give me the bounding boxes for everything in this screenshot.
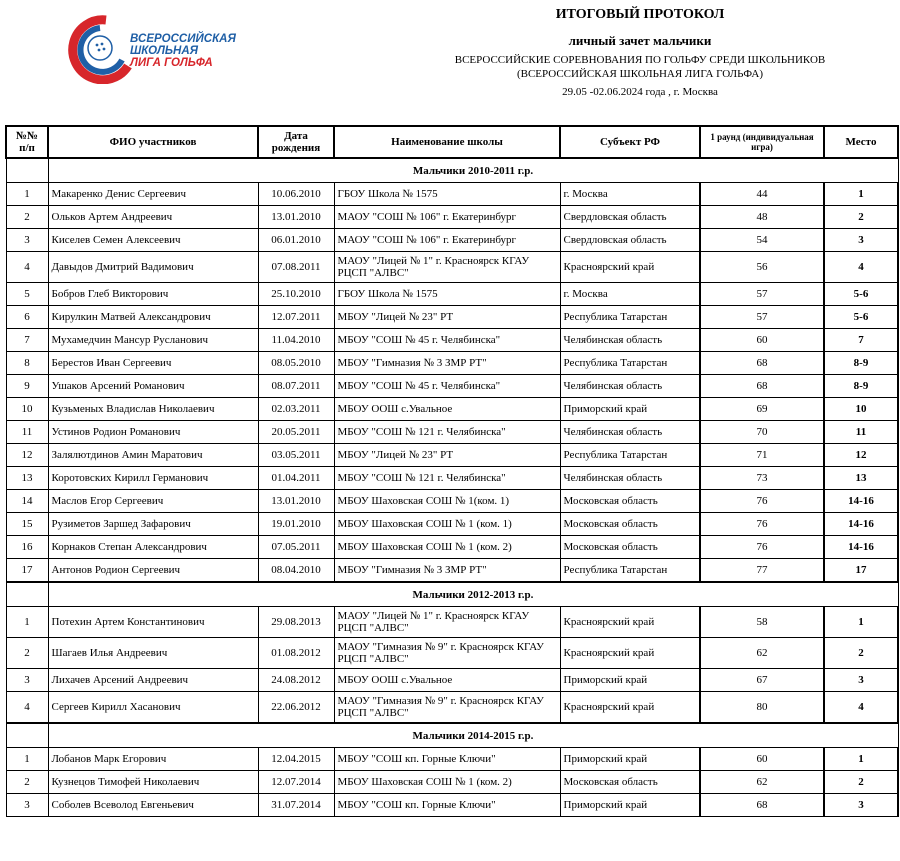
cell-school: МАОУ "СОШ № 106" г. Екатеринбург [334, 206, 560, 229]
cell-region: г. Москва [560, 183, 700, 206]
cell-school: МБОУ ООШ с.Увальное [334, 398, 560, 421]
col-school-header: Наименование школы [334, 126, 560, 158]
table-row [6, 252, 898, 283]
cell-name: Маслов Егор Сергеевич [48, 490, 258, 513]
cell-score: 56 [700, 252, 824, 283]
cell-region: Республика Татарстан [560, 559, 700, 583]
cell-name: Кузьменых Владислав Николаевич [48, 398, 258, 421]
cell-num: 9 [6, 375, 48, 398]
cell-place: 5-6 [824, 283, 898, 306]
event-dates: 29.05 -02.06.2024 года , г. Москва [562, 86, 718, 98]
cell-school: МБОУ "СОШ кп. Горные Ключи" [334, 748, 560, 771]
cell-place: 3 [824, 229, 898, 252]
table-row [6, 283, 898, 306]
cell-region: Красноярский край [560, 252, 700, 283]
cell-score: 68 [700, 794, 824, 817]
cell-school: МБОУ Шаховская СОШ № 1 (ком. 2) [334, 771, 560, 794]
cell-school: ГБОУ Школа № 1575 [334, 283, 560, 306]
cell-name: Соболев Всеволод Евгеньевич [48, 794, 258, 817]
cell-region: Приморский край [560, 748, 700, 771]
golf-ball-logo-icon [66, 14, 136, 84]
cell-score: 69 [700, 398, 824, 421]
cell-score: 76 [700, 536, 824, 559]
cell-dob: 11.04.2010 [258, 329, 334, 352]
cell-place: 3 [824, 794, 898, 817]
table-row [6, 421, 898, 444]
cell-name: Рузиметов Заршед Зафарович [48, 513, 258, 536]
cell-num: 4 [6, 252, 48, 283]
table-row [6, 467, 898, 490]
cell-place: 14-16 [824, 490, 898, 513]
table-header-row [6, 126, 898, 158]
group-spacer-cell [6, 582, 48, 607]
cell-score: 80 [700, 692, 824, 724]
cell-school: МАОУ "Гимназия № 9" г. Красноярск КГАУ РЦСП "АЛВС" [334, 638, 560, 669]
table-row [6, 306, 898, 329]
cell-region: Московская область [560, 536, 700, 559]
cell-num: 10 [6, 398, 48, 421]
logo-line-1: ВСЕРОССИЙСКАЯ [130, 33, 236, 45]
cell-num: 1 [6, 607, 48, 638]
cell-place: 7 [824, 329, 898, 352]
cell-num: 3 [6, 794, 48, 817]
cell-dob: 22.06.2012 [258, 692, 334, 724]
table-row [6, 352, 898, 375]
cell-region: Челябинская область [560, 375, 700, 398]
cell-place: 5-6 [824, 306, 898, 329]
cell-place: 11 [824, 421, 898, 444]
table-row [6, 329, 898, 352]
cell-school: МБОУ "СОШ № 45 г. Челябинска" [334, 329, 560, 352]
cell-school: МАОУ "Лицей № 1" г. Красноярск КГАУ РЦСП "АЛВС" [334, 252, 560, 283]
document-subtitle: личный зачет мальчики [568, 33, 712, 48]
document-title: ИТОГОВЫЙ ПРОТОКОЛ [555, 7, 725, 22]
competition-name: ВСЕРОССИЙСКИЕ СОРЕВНОВАНИЯ ПО ГОЛЬФУ СРЕДИ ШКОЛЬНИКОВ [454, 54, 826, 66]
cell-dob: 01.04.2011 [258, 467, 334, 490]
cell-region: г. Москва [560, 283, 700, 306]
cell-dob: 20.05.2011 [258, 421, 334, 444]
cell-name: Корнаков Степан Александрович [48, 536, 258, 559]
cell-dob: 07.05.2011 [258, 536, 334, 559]
table-row [6, 559, 898, 583]
cell-name: Берестов Иван Сергеевич [48, 352, 258, 375]
cell-school: МБОУ Шаховская СОШ № 1 (ком. 2) [334, 536, 560, 559]
cell-name: Давыдов Дмитрий Вадимович [48, 252, 258, 283]
cell-place: 14-16 [824, 536, 898, 559]
cell-score: 54 [700, 229, 824, 252]
cell-num: 8 [6, 352, 48, 375]
table-row [6, 669, 898, 692]
cell-region: Приморский край [560, 398, 700, 421]
cell-num: 11 [6, 421, 48, 444]
cell-place: 1 [824, 607, 898, 638]
cell-region: Приморский край [560, 669, 700, 692]
cell-num: 1 [6, 183, 48, 206]
cell-num: 3 [6, 669, 48, 692]
cell-school: МБОУ "СОШ кп. Горные Ключи" [334, 794, 560, 817]
cell-name: Коротовских Кирилл Германович [48, 467, 258, 490]
cell-dob: 31.07.2014 [258, 794, 334, 817]
cell-dob: 24.08.2012 [258, 669, 334, 692]
group-header-row [6, 158, 898, 183]
cell-name: Ушаков Арсений Романович [48, 375, 258, 398]
cell-place: 17 [824, 559, 898, 583]
cell-school: МБОУ Шаховская СОШ № 1(ком. 1) [334, 490, 560, 513]
cell-school: МБОУ "Гимназия № 3 ЗМР РТ" [334, 352, 560, 375]
table-row [6, 638, 898, 669]
cell-school: ГБОУ Школа № 1575 [334, 183, 560, 206]
cell-place: 2 [824, 206, 898, 229]
group-title: Мальчики 2014-2015 г.р. [48, 723, 898, 748]
cell-dob: 12.07.2014 [258, 771, 334, 794]
cell-name: Сергеев Кирилл Хасанович [48, 692, 258, 724]
cell-name: Лобанов Марк Егорович [48, 748, 258, 771]
cell-num: 17 [6, 559, 48, 583]
table-row [6, 513, 898, 536]
cell-school: МБОУ "СОШ № 121 г. Челябинска" [334, 421, 560, 444]
cell-dob: 12.04.2015 [258, 748, 334, 771]
cell-region: Приморский край [560, 794, 700, 817]
cell-num: 12 [6, 444, 48, 467]
group-header-row [6, 582, 898, 607]
cell-num: 6 [6, 306, 48, 329]
cell-school: МАОУ "СОШ № 106" г. Екатеринбург [334, 229, 560, 252]
cell-dob: 06.01.2010 [258, 229, 334, 252]
cell-region: Челябинская область [560, 329, 700, 352]
table-row [6, 398, 898, 421]
cell-name: Потехин Артем Константинович [48, 607, 258, 638]
cell-dob: 19.01.2010 [258, 513, 334, 536]
cell-place: 1 [824, 748, 898, 771]
cell-region: Красноярский край [560, 692, 700, 724]
table-row [6, 444, 898, 467]
cell-score: 58 [700, 607, 824, 638]
cell-school: МБОУ "СОШ № 121 г. Челябинска" [334, 467, 560, 490]
cell-dob: 03.05.2011 [258, 444, 334, 467]
cell-num: 15 [6, 513, 48, 536]
cell-name: Кирулкин Матвей Александрович [48, 306, 258, 329]
cell-place: 2 [824, 771, 898, 794]
cell-place: 10 [824, 398, 898, 421]
cell-place: 4 [824, 692, 898, 724]
cell-school: МБОУ Шаховская СОШ № 1 (ком. 1) [334, 513, 560, 536]
logo-wordmark [130, 33, 236, 69]
cell-dob: 08.05.2010 [258, 352, 334, 375]
league-name: (ВСЕРОССИЙСКАЯ ШКОЛЬНАЯ ЛИГА ГОЛЬФА) [516, 68, 764, 80]
cell-dob: 12.07.2011 [258, 306, 334, 329]
cell-name: Макаренко Денис Сергеевич [48, 183, 258, 206]
cell-school: МБОУ ООШ с.Увальное [334, 669, 560, 692]
logo-line-2: ШКОЛЬНАЯ [130, 45, 199, 57]
group-header-row [6, 723, 898, 748]
cell-school: МБОУ "СОШ № 45 г. Челябинска" [334, 375, 560, 398]
cell-name: Шагаев Илья Андреевич [48, 638, 258, 669]
cell-score: 57 [700, 283, 824, 306]
cell-region: Свердловская область [560, 206, 700, 229]
cell-num: 16 [6, 536, 48, 559]
cell-name: Мухамедчин Мансур Русланович [48, 329, 258, 352]
cell-name: Антонов Родион Сергеевич [48, 559, 258, 583]
cell-score: 44 [700, 183, 824, 206]
table-row [6, 692, 898, 724]
cell-num: 14 [6, 490, 48, 513]
document-header [380, 6, 900, 98]
group-spacer-cell [6, 723, 48, 748]
cell-dob: 10.06.2010 [258, 183, 334, 206]
cell-num: 7 [6, 329, 48, 352]
cell-region: Московская область [560, 490, 700, 513]
results-body [6, 158, 898, 817]
cell-place: 3 [824, 669, 898, 692]
cell-region: Челябинская область [560, 421, 700, 444]
cell-score: 60 [700, 748, 824, 771]
cell-region: Московская область [560, 771, 700, 794]
cell-score: 76 [700, 490, 824, 513]
cell-place: 8-9 [824, 352, 898, 375]
table-row [6, 607, 898, 638]
cell-region: Красноярский край [560, 607, 700, 638]
col-place-header: Место [824, 126, 898, 158]
table-row [6, 536, 898, 559]
table-row [6, 771, 898, 794]
cell-num: 2 [6, 638, 48, 669]
cell-place: 14-16 [824, 513, 898, 536]
cell-place: 2 [824, 638, 898, 669]
cell-school: МАОУ "Лицей № 1" г. Красноярск КГАУ РЦСП "АЛВС" [334, 607, 560, 638]
col-dob-header: Дата рождения [258, 126, 334, 158]
cell-place: 4 [824, 252, 898, 283]
table-row [6, 375, 898, 398]
group-spacer-cell [6, 158, 48, 183]
cell-dob: 02.03.2011 [258, 398, 334, 421]
cell-name: Ольков Артем Андреевич [48, 206, 258, 229]
cell-dob: 01.08.2012 [258, 638, 334, 669]
table-row [6, 490, 898, 513]
cell-region: Красноярский край [560, 638, 700, 669]
cell-school: МБОУ "Лицей № 23" РТ [334, 444, 560, 467]
table-row [6, 794, 898, 817]
cell-place: 12 [824, 444, 898, 467]
cell-score: 68 [700, 375, 824, 398]
cell-place: 13 [824, 467, 898, 490]
cell-name: Киселев Семен Алексеевич [48, 229, 258, 252]
table-row [6, 748, 898, 771]
cell-region: Челябинская область [560, 467, 700, 490]
cell-num: 4 [6, 692, 48, 724]
cell-score: 62 [700, 638, 824, 669]
cell-region: Свердловская область [560, 229, 700, 252]
cell-name: Кузнецов Тимофей Николаевич [48, 771, 258, 794]
cell-school: МБОУ "Гимназия № 3 ЗМР РТ" [334, 559, 560, 583]
cell-school: МАОУ "Гимназия № 9" г. Красноярск КГАУ РЦСП "АЛВС" [334, 692, 560, 724]
cell-region: Республика Татарстан [560, 306, 700, 329]
cell-dob: 29.08.2013 [258, 607, 334, 638]
cell-score: 70 [700, 421, 824, 444]
cell-name: Лихачев Арсений Андреевич [48, 669, 258, 692]
cell-name: Бобров Глеб Викторович [48, 283, 258, 306]
col-region-header: Субъект РФ [560, 126, 700, 158]
group-title: Мальчики 2010-2011 г.р. [48, 158, 898, 183]
cell-dob: 25.10.2010 [258, 283, 334, 306]
cell-place: 1 [824, 183, 898, 206]
group-title: Мальчики 2012-2013 г.р. [48, 582, 898, 607]
cell-score: 77 [700, 559, 824, 583]
cell-score: 73 [700, 467, 824, 490]
cell-region: Московская область [560, 513, 700, 536]
cell-num: 3 [6, 229, 48, 252]
cell-score: 76 [700, 513, 824, 536]
col-num-header: №№ п/п [6, 126, 48, 158]
col-round-header: 1 раунд (индивидуальная игра) [700, 126, 824, 158]
cell-dob: 13.01.2010 [258, 490, 334, 513]
cell-score: 71 [700, 444, 824, 467]
cell-num: 1 [6, 748, 48, 771]
cell-num: 2 [6, 771, 48, 794]
cell-school: МБОУ "Лицей № 23" РТ [334, 306, 560, 329]
cell-dob: 13.01.2010 [258, 206, 334, 229]
cell-score: 48 [700, 206, 824, 229]
logo-line-3: ЛИГА ГОЛЬФА [130, 57, 213, 69]
table-row [6, 229, 898, 252]
table-row [6, 183, 898, 206]
cell-score: 62 [700, 771, 824, 794]
cell-score: 68 [700, 352, 824, 375]
cell-dob: 08.07.2011 [258, 375, 334, 398]
cell-place: 8-9 [824, 375, 898, 398]
cell-score: 60 [700, 329, 824, 352]
cell-region: Республика Татарстан [560, 444, 700, 467]
cell-dob: 07.08.2011 [258, 252, 334, 283]
cell-score: 67 [700, 669, 824, 692]
cell-name: Залялютдинов Амин Маратович [48, 444, 258, 467]
cell-num: 5 [6, 283, 48, 306]
col-name-header: ФИО участников [48, 126, 258, 158]
cell-num: 2 [6, 206, 48, 229]
table-row [6, 206, 898, 229]
cell-num: 13 [6, 467, 48, 490]
cell-score: 57 [700, 306, 824, 329]
cell-region: Республика Татарстан [560, 352, 700, 375]
cell-name: Устинов Родион Романович [48, 421, 258, 444]
results-table [5, 125, 899, 817]
cell-dob: 08.04.2010 [258, 559, 334, 583]
